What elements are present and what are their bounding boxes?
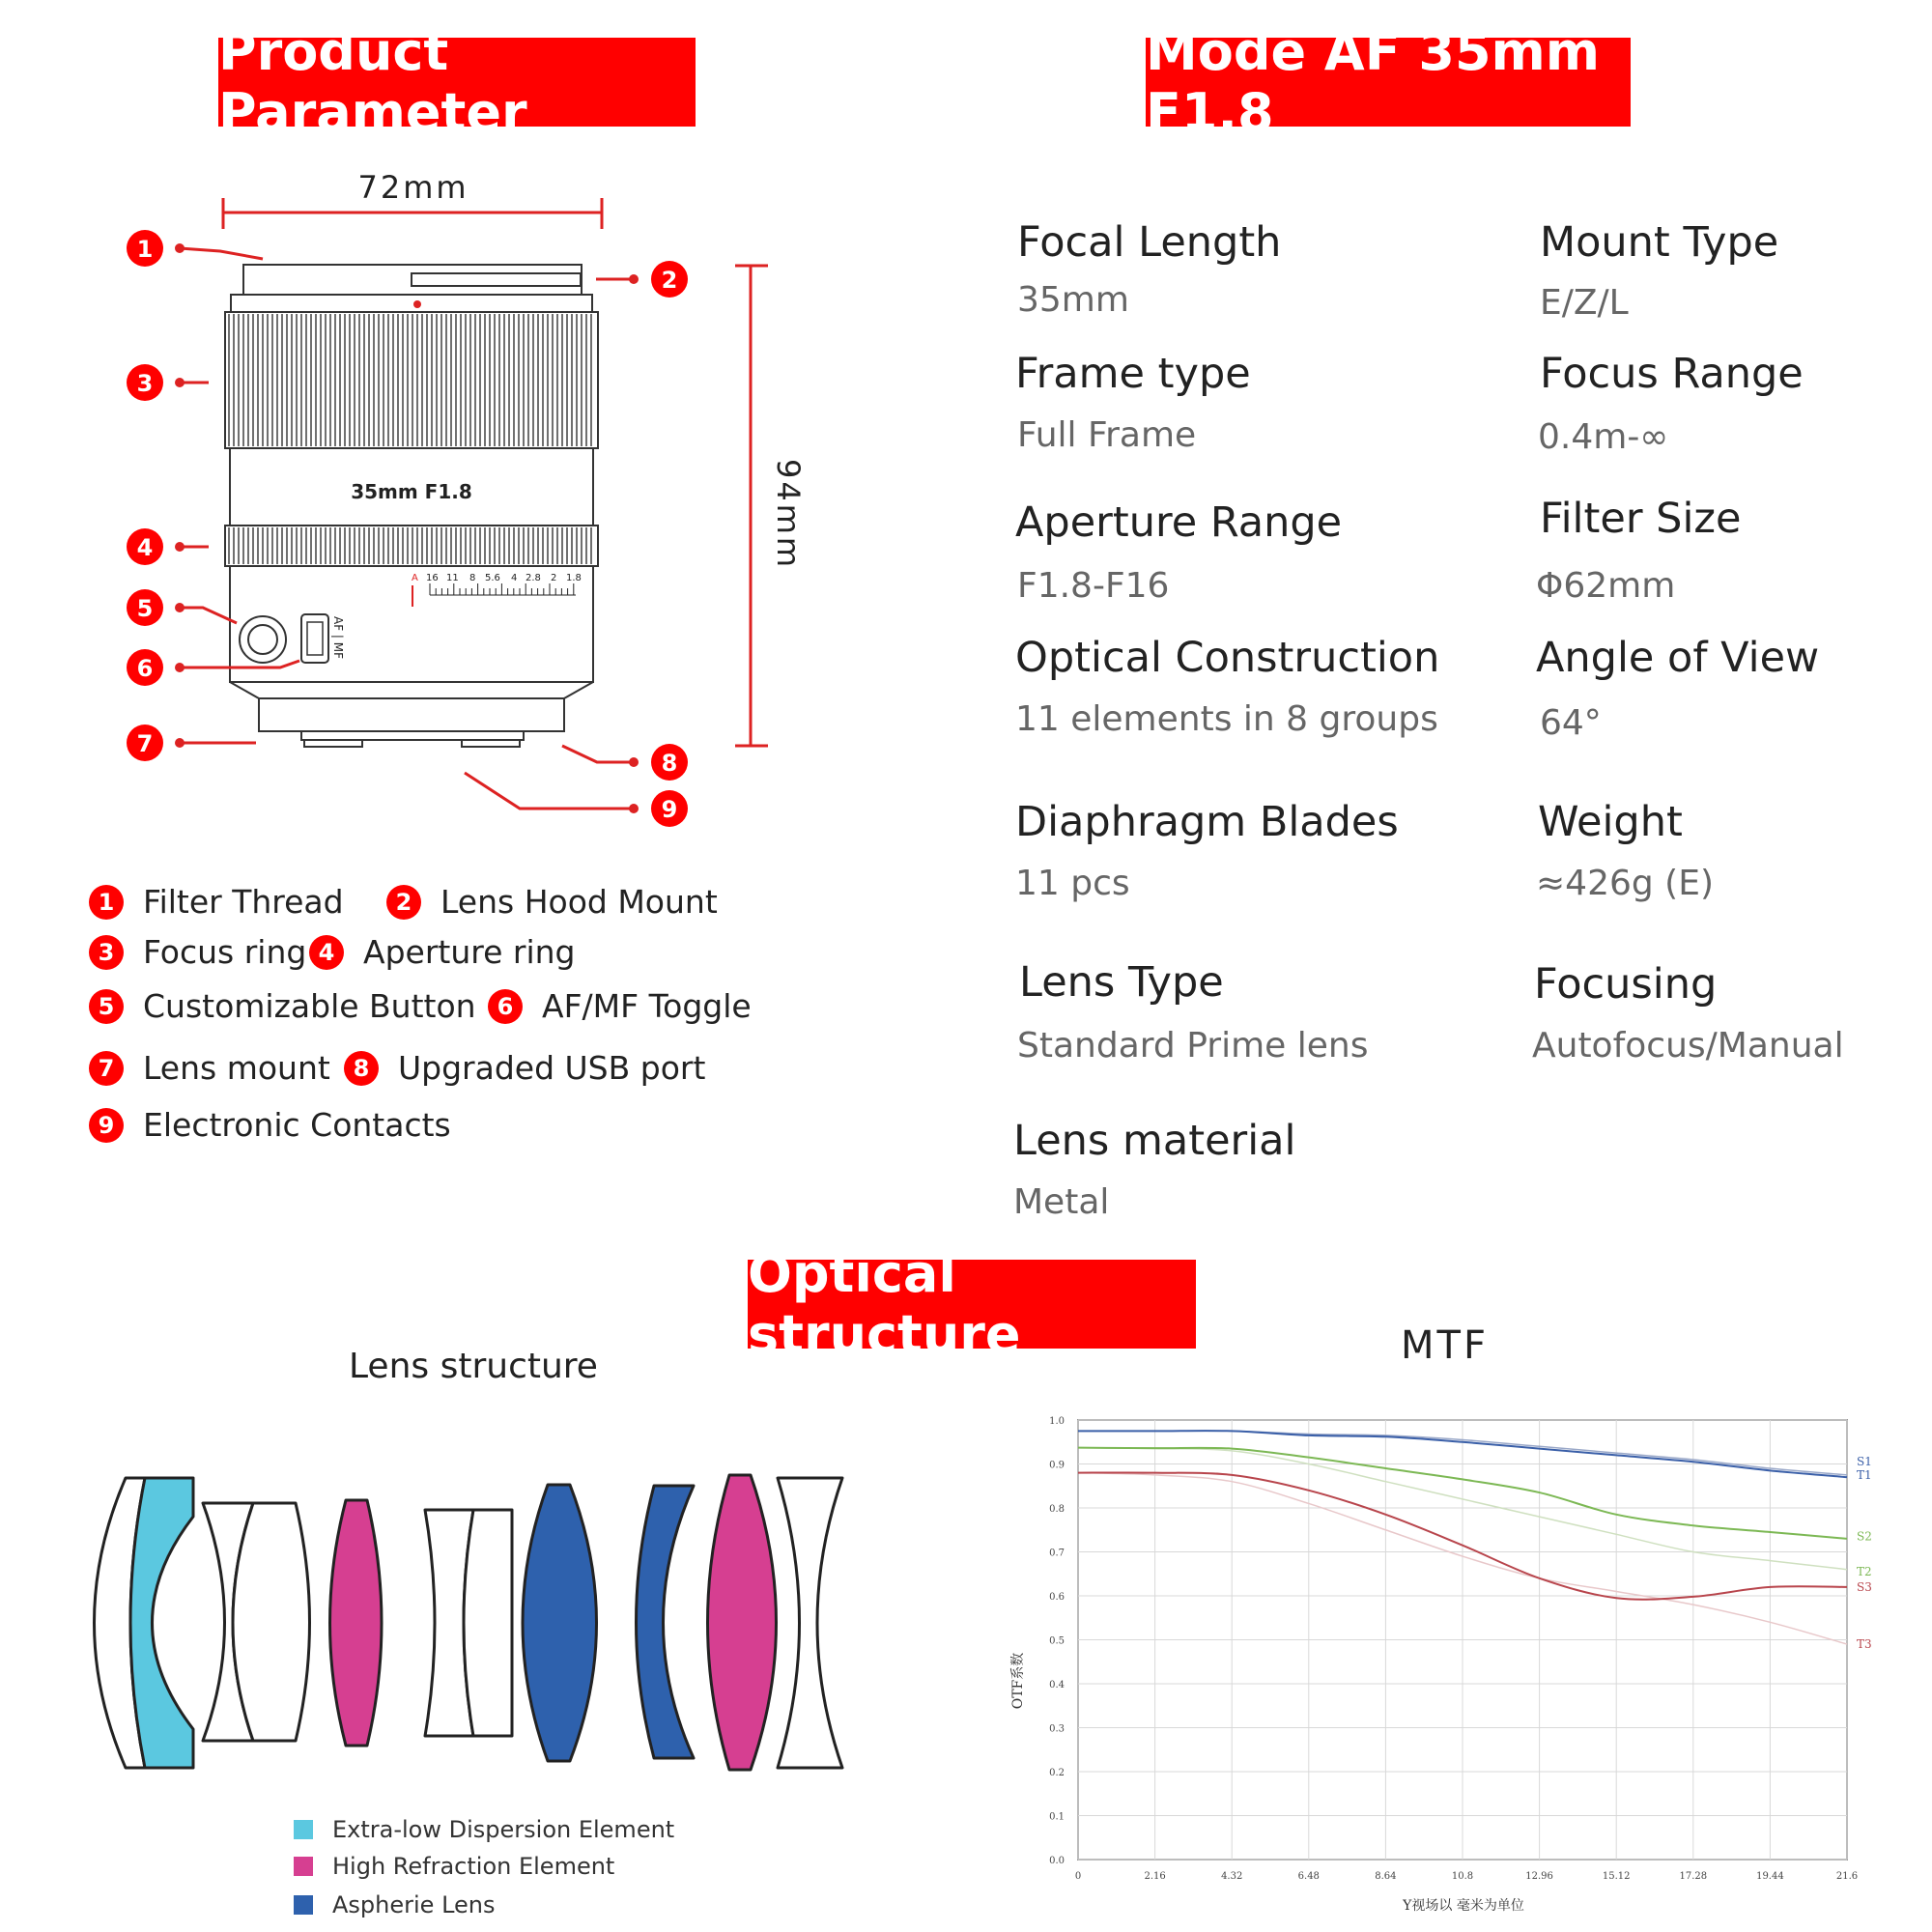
spec-value-focusing: Autofocus/Manual [1532,1026,1844,1065]
part-label: Lens mount [143,1049,330,1087]
mtf-y-tick-label: 1.0 [1049,1416,1065,1427]
mtf-y-tick-label: 0.5 [1049,1635,1065,1647]
part-badge: 8 [344,1051,379,1086]
part-badge: 7 [89,1051,124,1086]
callout-badge-7 [127,724,163,761]
part-lens-hood-mount [386,883,718,921]
mtf-x-tick-label: 0 [1074,1871,1082,1882]
lens-element-7 [464,1510,512,1736]
svg-text:1.8: 1.8 [566,573,582,583]
spec-value-focal-length: 35mm [1017,280,1129,320]
mtf-x-tick-label: 10.8 [1451,1871,1474,1882]
legend-label: High Refraction Element [332,1853,615,1880]
part-label: Customizable Button [143,987,476,1025]
part-label: AF/MF Toggle [542,987,752,1025]
callout-badge-6 [127,649,163,686]
mtf-x-tick-label: 4.32 [1221,1871,1243,1882]
part-customizable-button [89,987,476,1025]
spec-label-mount-type: Mount Type [1540,218,1779,267]
part-lens-mount [89,1049,330,1087]
spec-value-focus-range: 0.4m-∞ [1538,417,1669,457]
spec-value-frame-type: Full Frame [1017,415,1197,455]
legend-swatch-magenta [294,1857,313,1876]
spec-label-focus-range: Focus Range [1540,350,1804,398]
part-label: Lens Hood Mount [440,883,718,921]
width-label: 72mm [357,169,469,206]
mtf-y-tick-label: 0.7 [1049,1548,1065,1559]
mtf-x-tick-label: 2.16 [1144,1871,1166,1882]
mtf-x-tick-label: 8.64 [1375,1871,1397,1882]
mtf-y-tick-label: 0.6 [1049,1592,1065,1603]
spec-label-diaphragm-blades: Diaphragm Blades [1015,798,1399,846]
lens-element-2-ed [130,1478,193,1768]
index-dot [413,300,421,308]
mtf-y-tick-label: 0.2 [1049,1768,1065,1778]
spec-value-weight: ≈426g (E) [1536,864,1715,903]
spec-label-lens-type: Lens Type [1019,958,1224,1007]
legend-label: Aspherie Lens [332,1891,496,1918]
spec-label-frame-type: Frame type [1015,350,1251,398]
banner-optical-structure: Optical structure [748,1260,1196,1349]
mtf-title: MTF [1401,1323,1489,1368]
lens-body [225,265,598,747]
svg-text:6: 6 [136,655,154,682]
mtf-y-tick-label: 0.8 [1049,1504,1065,1515]
spec-value-diaphragm-blades: 11 pcs [1015,864,1130,903]
callout-badge-2 [651,261,688,298]
lens-structure-diagram [77,1459,850,1777]
mtf-series-label-s1: S1 [1857,1455,1872,1469]
spec-value-angle-of-view: 64° [1540,703,1602,743]
part-usb-port [344,1049,705,1087]
lens-element-4 [233,1503,310,1741]
spec-label-focal-length: Focal Length [1017,218,1282,267]
spec-label-weight: Weight [1538,798,1683,846]
af-mf-switch-label: AF | MF [331,616,345,660]
mtf-y-tick-labels [1049,1416,1065,1866]
legend-swatch-cyan [294,1820,313,1839]
mtf-y-tick-label: 0.1 [1049,1811,1065,1823]
mtf-x-tick-label: 12.96 [1525,1871,1553,1882]
part-badge: 9 [89,1108,124,1143]
mtf-y-tick-label: 0.4 [1049,1680,1065,1690]
svg-text:A: A [412,573,418,583]
svg-text:8: 8 [469,573,476,583]
svg-text:4: 4 [136,534,154,561]
custom-button-inner [248,625,277,654]
spec-label-lens-material: Lens material [1013,1117,1296,1165]
lens-element-8-asph [523,1485,597,1761]
svg-text:11: 11 [446,573,459,583]
aperture-scale [412,573,582,583]
svg-text:2: 2 [551,573,557,583]
svg-text:1: 1 [136,236,154,263]
callout-badge-8 [651,744,688,781]
svg-text:5: 5 [136,595,154,622]
part-label: Electronic Contacts [143,1106,451,1144]
svg-text:4: 4 [511,573,518,583]
part-badge: 1 [89,885,124,920]
svg-text:8: 8 [661,750,678,777]
spec-value-mount-type: E/Z/L [1540,283,1629,323]
mtf-x-axis-label: Y视场以 毫米为单位 [1403,1898,1524,1914]
mtf-chart [995,1401,1893,1922]
mtf-x-tick-label: 17.28 [1679,1871,1708,1882]
spec-value-filter-size: Φ62mm [1536,566,1676,606]
mtf-series-label-t3: T3 [1857,1637,1872,1652]
callout-badge-5 [127,589,163,626]
legend-label: Extra-low Dispersion Element [332,1816,675,1843]
callout-badge-4 [127,528,163,565]
spec-value-lens-material: Metal [1013,1182,1110,1222]
banner-product-parameter: Product Parameter [218,38,696,127]
mtf-y-tick-label: 0.0 [1049,1856,1065,1866]
lens-element-11 [778,1478,842,1768]
part-label: Focus ring [143,933,307,971]
banner-model: Mode AF 35mm F1.8 [1146,38,1631,127]
spec-value-optical-construction: 11 elements in 8 groups [1015,699,1438,739]
spec-label-filter-size: Filter Size [1540,495,1742,543]
af-mf-switch-knob [307,622,323,655]
spec-label-optical-construction: Optical Construction [1015,634,1440,682]
svg-text:16: 16 [426,573,439,583]
mtf-series-label-s3: S3 [1857,1579,1872,1594]
mtf-x-tick-label: 6.48 [1297,1871,1320,1882]
part-badge: 4 [309,935,344,970]
spec-label-aperture-range: Aperture Range [1015,498,1343,547]
spec-value-lens-type: Standard Prime lens [1017,1026,1369,1065]
mtf-x-tick-label: 21.6 [1835,1871,1859,1882]
lens-diagram [0,145,869,840]
mtf-x-tick-label: 19.44 [1756,1871,1784,1882]
legend-aspherical [294,1891,496,1918]
lens-structure-title: Lens structure [349,1347,598,1386]
part-badge: 6 [488,989,523,1024]
part-af-mf-toggle [488,987,752,1025]
mtf-series-label-s2: S2 [1857,1529,1872,1544]
part-label: Upgraded USB port [398,1049,706,1087]
part-label: Filter Thread [143,883,344,921]
part-badge: 5 [89,989,124,1024]
lens-element-5-hr [330,1500,383,1746]
spec-label-focusing: Focusing [1534,960,1718,1009]
mtf-series-label-t2: T2 [1857,1564,1872,1578]
lens-engraving: 35mm F1.8 [351,480,472,503]
svg-text:7: 7 [136,730,154,757]
part-aperture-ring [309,933,575,971]
callout-badge-3 [127,364,163,401]
height-label: 94mm [770,459,807,571]
mtf-series-label-t1: T1 [1857,1467,1872,1482]
lens-element-9-asph [637,1486,695,1758]
callout-badge-9 [651,790,688,827]
svg-text:5.6: 5.6 [485,573,500,583]
part-filter-thread [89,883,344,921]
mtf-y-tick-label: 0.3 [1049,1723,1065,1735]
lens-element-10-hr [708,1475,777,1770]
mtf-y-tick-label: 0.9 [1049,1460,1065,1471]
svg-text:2: 2 [661,267,678,294]
legend-ed [294,1816,674,1843]
mtf-grid [1078,1420,1847,1860]
legend-swatch-blue [294,1895,313,1915]
spec-value-aperture-range: F1.8-F16 [1017,566,1170,606]
height-dimension-line [735,266,768,746]
part-label: Aperture ring [363,933,576,971]
mtf-series-labels [1857,1455,1872,1651]
part-badge: 2 [386,885,421,920]
legend-hr [294,1853,614,1880]
svg-text:3: 3 [136,370,154,397]
part-badge: 3 [89,935,124,970]
mtf-x-tick-label: 15.12 [1602,1871,1631,1882]
mtf-y-axis-label: OTF系数 [1010,1652,1026,1710]
spec-label-angle-of-view: Angle of View [1536,634,1820,682]
part-electronic-contacts [89,1106,451,1144]
svg-text:9: 9 [661,796,678,823]
callout-badge-1 [127,230,163,267]
part-focus-ring [89,933,306,971]
svg-text:2.8: 2.8 [526,573,541,583]
mtf-x-tick-labels [1075,1871,1858,1882]
